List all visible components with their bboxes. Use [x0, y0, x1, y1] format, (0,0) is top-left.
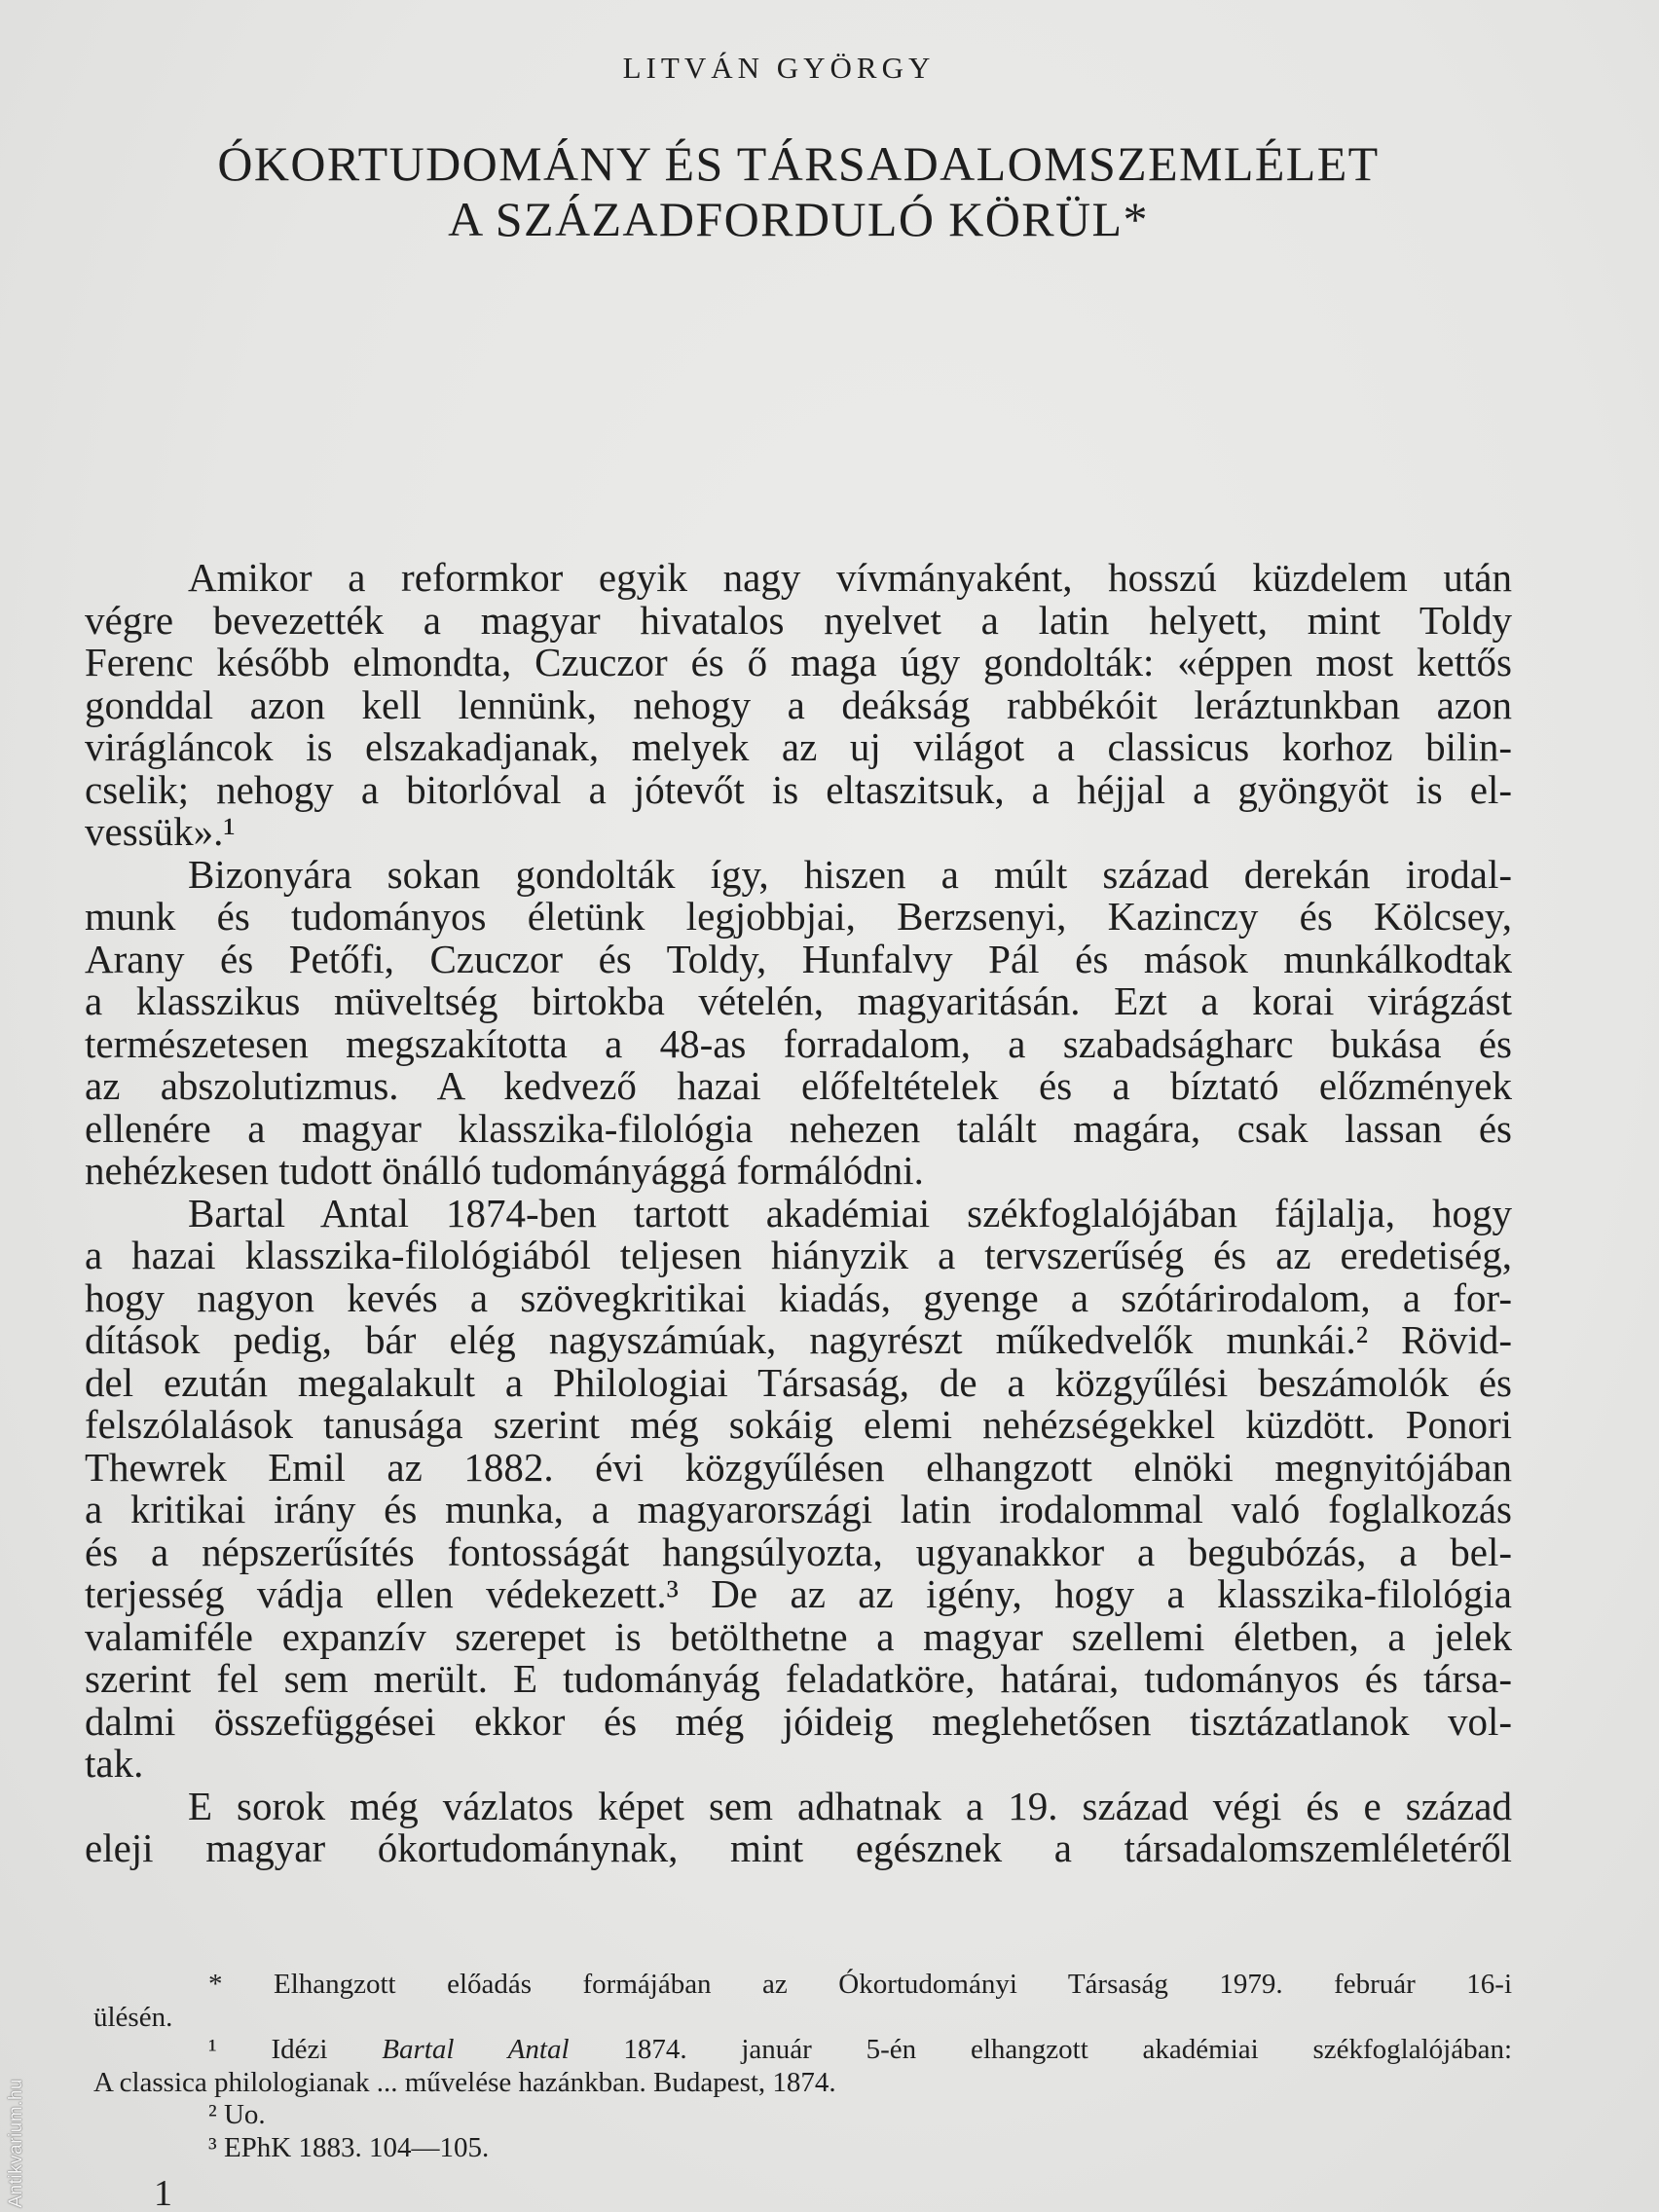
- footnote-text: Uo.: [223, 2099, 266, 2131]
- body-line: dítások pedig, bár elég nagyszámúak, nagyrészt műkedvelők munkái.² Rövid-: [85, 1317, 1512, 1362]
- body-line: del ezután megalakult a Philologiai Társaság, de a közgyűlési beszámolók és: [85, 1359, 1512, 1405]
- footnote-marker: ²: [208, 2099, 217, 2131]
- watermark: Antikvarium.hu: [6, 2079, 26, 2208]
- footnote-marker: ¹: [208, 2034, 217, 2066]
- body-line: Thewrek Emil az 1882. évi közgyűlésen elhangzott elnöki megnyitójában: [85, 1444, 1512, 1490]
- footnote-star: [93, 1969, 1512, 2002]
- body-line: Bartal Antal 1874-ben tartott akadémiai székfoglalójában fájlalja, hogy: [188, 1190, 1512, 1235]
- body-line: tak.: [85, 1741, 144, 1786]
- footnote-text: Elhangzott előadás formájában az Ókortudományi Társaság 1979. február 16-i: [273, 1969, 1513, 2000]
- body-line: és a népszerűsítés fontosságát hangsúlyozta, ugyanakkor a begubózás, a bel-: [85, 1529, 1512, 1574]
- title-line: ÓKORTUDOMÁNY ÉS TÁRSADALOMSZEMLÉLET: [217, 136, 1380, 191]
- author-name: LITVÁN GYÖRGY: [622, 51, 936, 85]
- footnote-1: [93, 2034, 1512, 2067]
- body-line: szerint fel sem merült. E tudományág feladatköre, határai, tudományos és társa-: [85, 1656, 1512, 1701]
- body-line: Bizonyára sokan gondolták így, hiszen a múlt század derekán irodal-: [188, 851, 1512, 897]
- title-line: A SZÁZADFORDULÓ KÖRÜL*: [448, 192, 1149, 246]
- body-line: a klasszikus müveltség birtokba vételén, magyaritásán. Ezt a korai virágzást: [85, 978, 1512, 1023]
- body-line: végre bevezették a magyar hivatalos nyelvet a latin helyett, mint Toldy: [85, 597, 1512, 643]
- footnote-text: Idézi: [271, 2034, 328, 2066]
- body-line: az abszolutizmus. A kedvező hazai előfeltételek és a bíztató előzmények: [85, 1063, 1512, 1108]
- body-line: vessük».¹: [85, 809, 236, 854]
- body-line: a hazai klasszika-filológiából teljesen hiányzik a tervszerűség és az eredetiség,: [85, 1233, 1512, 1277]
- footnotes: [93, 1969, 1512, 2165]
- body-line: Arany és Petőfi, Czuczor és Toldy, Hunfalvy Pál és mások munkálkodtak: [85, 936, 1512, 981]
- body-line: hogy nagyon kevés a szövegkritikai kiadás, gyenge a szótárirodalom, a for-: [85, 1274, 1512, 1320]
- footnote-1-continuation: A classica philologianak ... művelése hazánkban. Budapest, 1874.: [93, 2066, 836, 2098]
- footnote-star-continuation: ülésén.: [93, 2001, 173, 2033]
- body-line: a kritikai irány és munka, a magyarországi latin irodalommal való foglalkozás: [85, 1487, 1512, 1531]
- paragraph: [85, 851, 1512, 1193]
- body-line: eleji magyar ókortudománynak, mint egésznek a társadalomszemléletéről: [85, 1825, 1512, 1870]
- body-line: virágláncok is elszakadjanak, melyek az uj világot a classicus korhoz bilin-: [85, 724, 1512, 769]
- article-title: [85, 136, 1512, 247]
- page-number: 1: [154, 2173, 172, 2212]
- body-line: felszólalások tanusága szerint még sokáig elemi nehézségekkel küzdött. Ponori: [85, 1402, 1512, 1447]
- paragraph: [85, 557, 1512, 854]
- paragraph: [85, 1783, 1512, 1870]
- body-line: Ferenc később elmondta, Czuczor és ő maga úgy gondolták: «éppen most kettős: [85, 640, 1512, 684]
- body-line: dalmi összefüggései ekkor és még jóideig meglehetősen tisztázatlanok vol-: [85, 1698, 1512, 1744]
- body-line: valamiféle expanzív szerepet is betölthetne a magyar szellemi életben, a jelek: [85, 1613, 1512, 1659]
- footnote-text: EPhK 1883. 104—105.: [223, 2131, 490, 2163]
- body-line: terjesség vádja ellen védekezett.³ De az az igény, hogy a klasszika-filológia: [85, 1571, 1512, 1616]
- body-line: munk és tudományos életünk legjobbjai, Berzsenyi, Kazinczy és Kölcsey,: [85, 894, 1512, 939]
- footnote-marker: ³: [208, 2131, 217, 2163]
- body-line: nehézkesen tudott önálló tudományággá formálódni.: [85, 1148, 924, 1193]
- article-body: [85, 557, 1512, 1870]
- footnote-3: [93, 2132, 1512, 2165]
- footnote-text: 1874. január 5-én elhangzott akadémiai székfoglalójában:: [623, 2034, 1513, 2066]
- footnote-cited-author: Bartal Antal: [382, 2034, 570, 2066]
- footnote-marker: *: [208, 1969, 223, 2000]
- paragraph: [85, 1190, 1512, 1786]
- body-line: E sorok még vázlatos képet sem adhatnak a 19. század végi és e század: [188, 1783, 1512, 1828]
- body-line: cselik; nehogy a bitorlóval a jótevőt is eltaszitsuk, a héjjal a gyöngyöt is el-: [85, 766, 1512, 812]
- body-line: ellenére a magyar klasszika-filológia nehezen talált magára, csak lassan és: [85, 1105, 1512, 1151]
- body-line: gonddal azon kell lennünk, nehogy a deákság rabbékóit leráztunkban azon: [85, 682, 1512, 727]
- body-line: Amikor a reformkor egyik nagy vívmányaként, hosszú küzdelem után: [188, 555, 1512, 600]
- body-line: természetesen megszakította a 48-as forradalom, a szabadságharc bukása és: [85, 1020, 1512, 1066]
- footnote-2: [93, 2099, 1512, 2132]
